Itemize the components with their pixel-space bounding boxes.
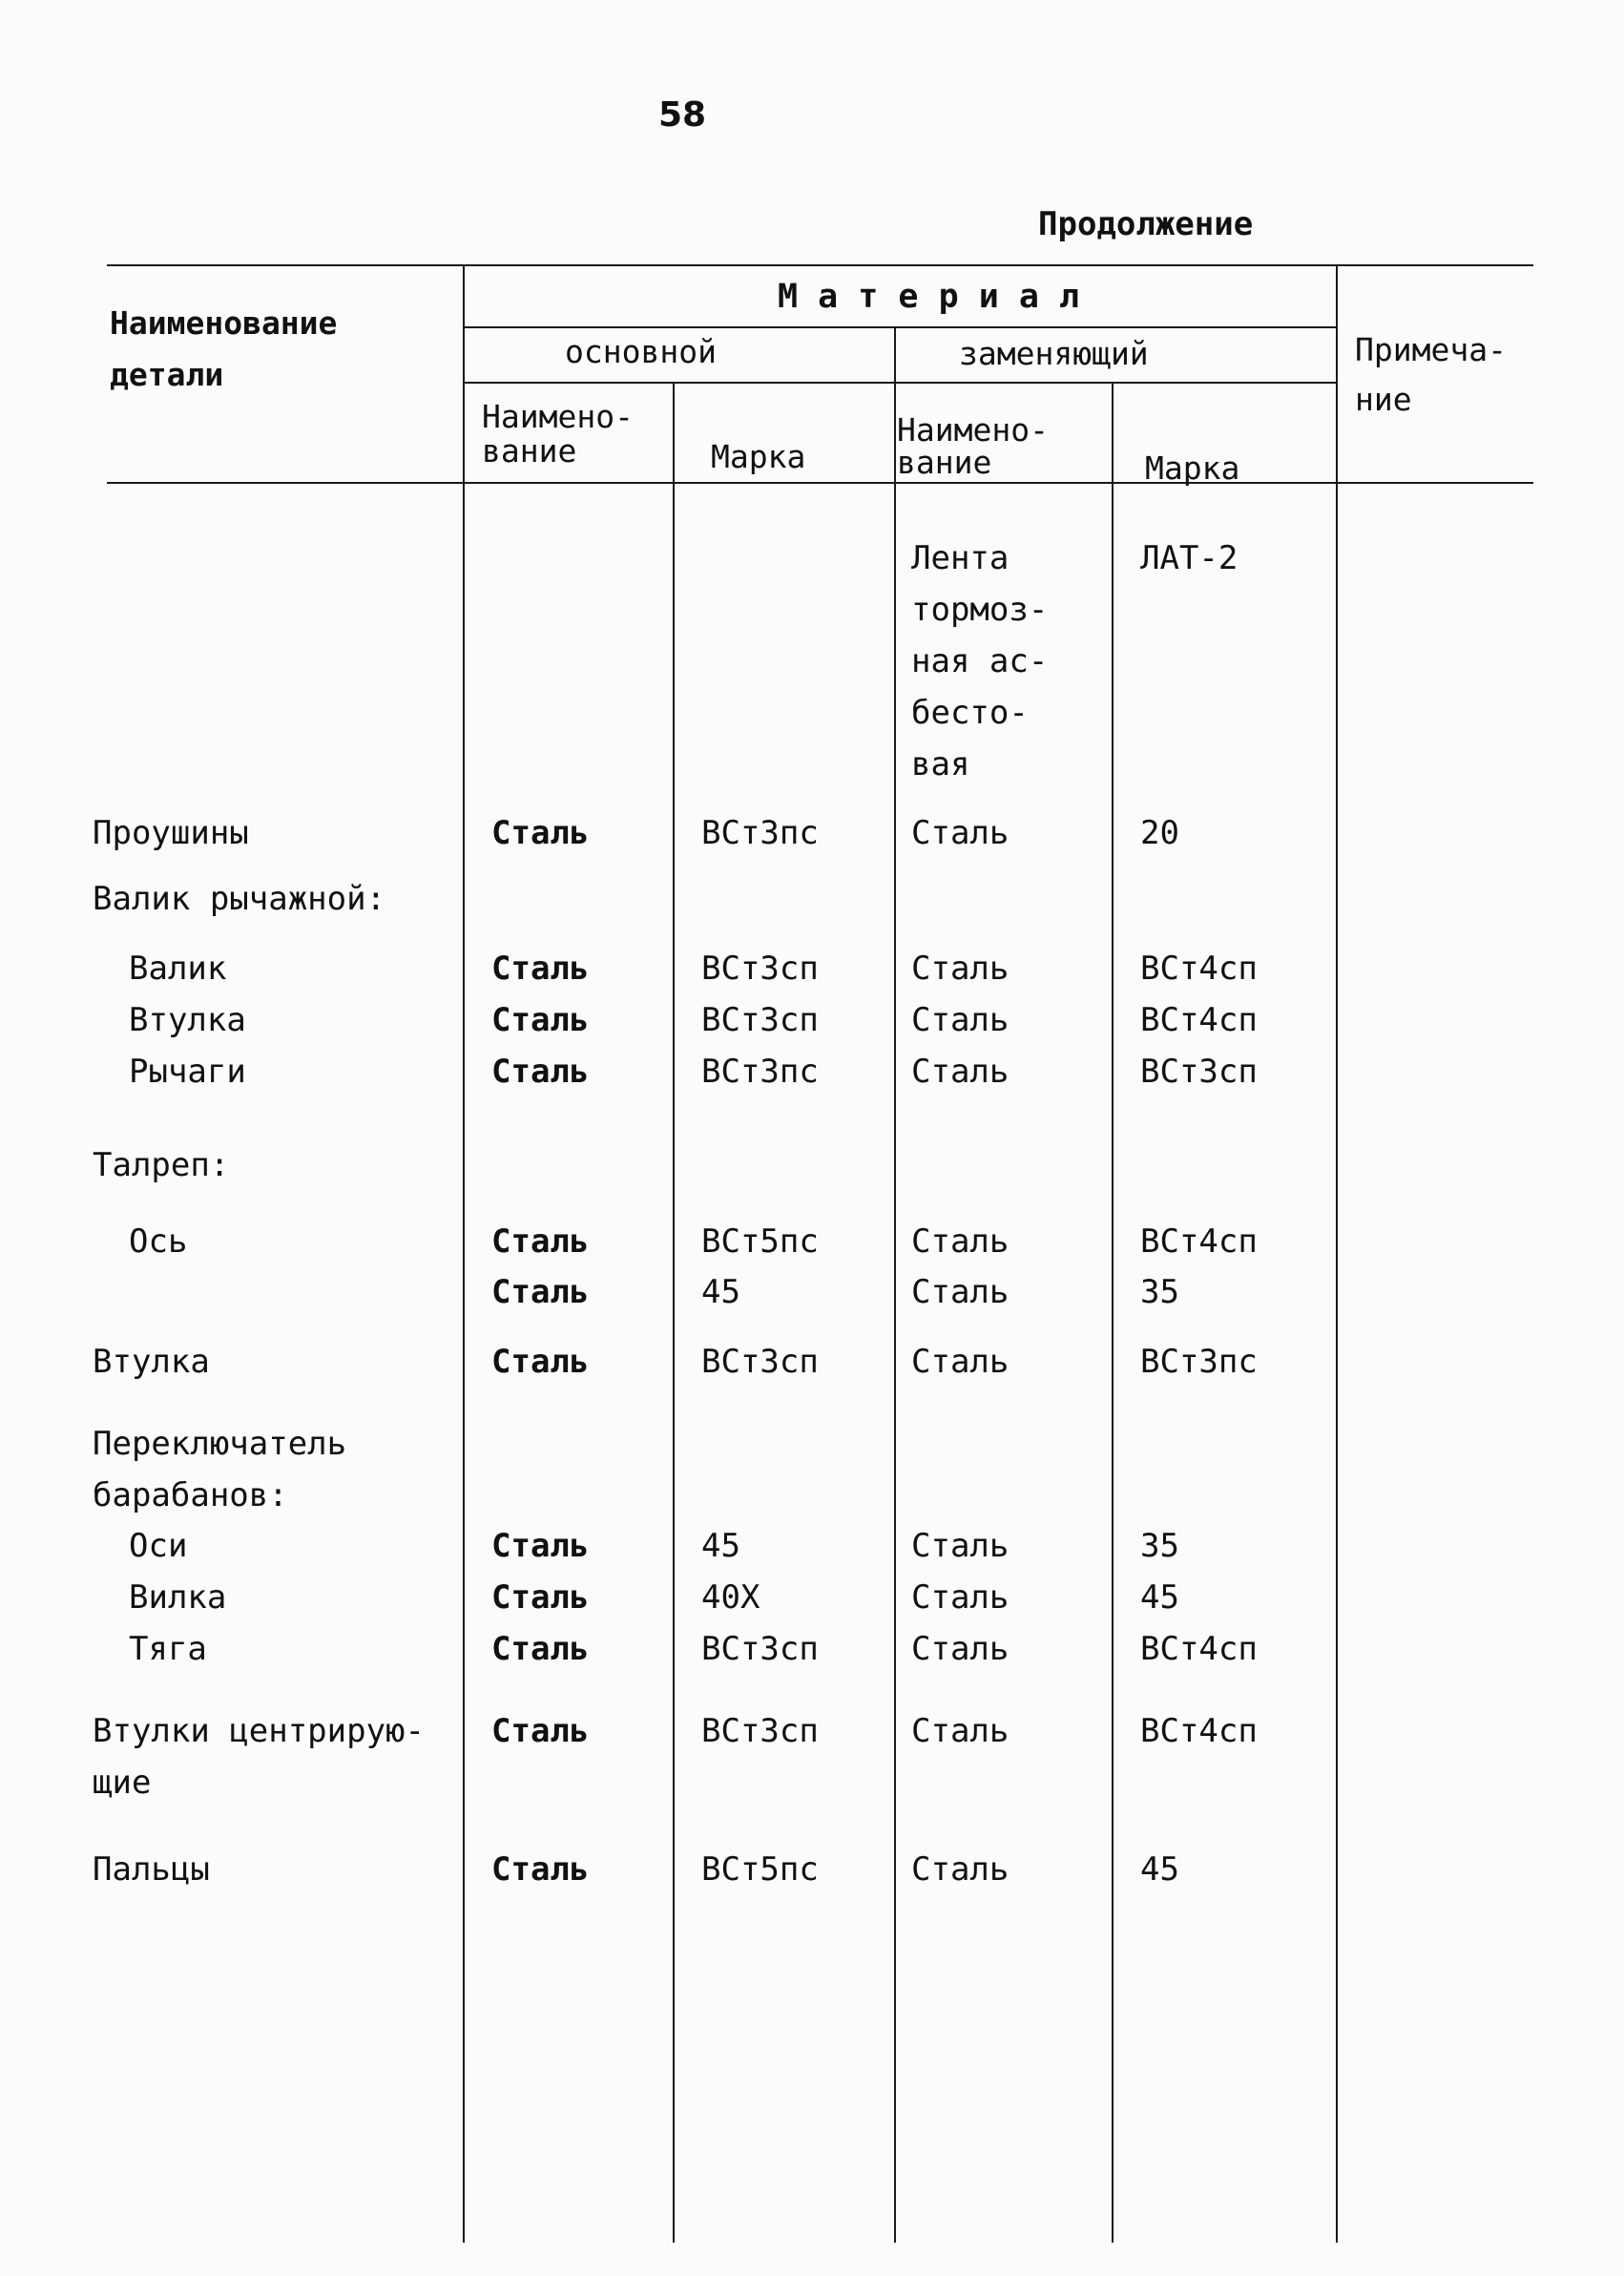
substitute-material-name: Сталь: [911, 1578, 1010, 1617]
primary-material-grade: ВСт3сп: [701, 1343, 819, 1381]
primary-material-name: Сталь: [491, 814, 590, 852]
material-rule: [465, 326, 1338, 328]
primary-material-name: Сталь: [491, 950, 590, 988]
primary-material-name: Сталь: [491, 1850, 590, 1889]
substitute-material-grade: ВСт3сп: [1140, 1053, 1258, 1091]
subheader-rule: [465, 382, 1338, 384]
substitute-material-name: Сталь: [911, 1222, 1010, 1261]
detail-name: Втулка: [129, 1001, 246, 1039]
detail-name: Оси: [129, 1527, 188, 1565]
detail-name: Вилка: [129, 1578, 227, 1617]
substitute-material-name: Сталь: [911, 1850, 1010, 1889]
substitute-material-name: Сталь: [911, 1273, 1010, 1311]
substitute-material-grade: 35: [1140, 1273, 1179, 1311]
primary-material-grade: ВСт3пс: [701, 1053, 819, 1091]
primary-material-name: Сталь: [491, 1712, 590, 1750]
column-divider-5: [1336, 264, 1338, 2243]
substitute-material-name: Сталь: [911, 1053, 1010, 1091]
substitute-material-name: Сталь: [911, 1343, 1010, 1381]
page-number: 58: [658, 95, 707, 135]
primary-material-name: Сталь: [491, 1222, 590, 1261]
primary-material-grade: ВСт3сп: [701, 1630, 819, 1668]
substitute-material-grade: ЛАТ-2: [1140, 539, 1239, 577]
primary-material-grade: ВСт5пс: [701, 1850, 819, 1889]
primary-material-grade: ВСт5пс: [701, 1222, 819, 1261]
detail-name: Втулка: [93, 1343, 210, 1381]
substitute-material-grade: ВСт3пс: [1140, 1343, 1258, 1381]
substitute-material-grade: ВСт4сп: [1140, 1222, 1258, 1261]
detail-name: Пальцы: [93, 1850, 210, 1889]
substitute-material-name: Сталь: [911, 1712, 1010, 1750]
primary-material-name: Сталь: [491, 1527, 590, 1565]
detail-name: Втулки центрирую-: [93, 1712, 425, 1750]
substitute-material-name: вая: [911, 745, 970, 783]
header-substitute-grade: Марка: [1145, 449, 1240, 487]
substitute-material-name: ная ас-: [911, 642, 1049, 680]
primary-material-name: Сталь: [491, 1343, 590, 1381]
substitute-material-grade: 45: [1140, 1850, 1179, 1889]
substitute-material-name: Лента: [911, 539, 1010, 577]
header-primary: основной: [565, 333, 717, 370]
column-divider-3: [894, 326, 896, 2243]
detail-name: Тяга: [129, 1630, 207, 1668]
substitute-material-grade: ВСт4сп: [1140, 1001, 1258, 1039]
header-primary-grade: Марка: [711, 438, 806, 475]
header-bottom-rule: [107, 482, 1533, 484]
primary-material-grade: ВСт3пс: [701, 814, 819, 852]
substitute-material-name: Сталь: [911, 1527, 1010, 1565]
detail-name: щие: [93, 1764, 152, 1802]
substitute-material-name: Сталь: [911, 814, 1010, 852]
primary-material-grade: ВСт3сп: [701, 1712, 819, 1750]
substitute-material-grade: 20: [1140, 814, 1179, 852]
primary-material-grade: ВСт3сп: [701, 950, 819, 988]
detail-name: Переключатель: [93, 1425, 347, 1463]
continuation-label: Продолжение: [1038, 205, 1254, 243]
primary-material-grade: 45: [701, 1527, 740, 1565]
primary-material-grade: 45: [701, 1273, 740, 1311]
primary-material-name: Сталь: [491, 1630, 590, 1668]
detail-name: Валик рычажной:: [93, 880, 386, 918]
detail-name: Ось: [129, 1222, 188, 1261]
header-top-rule: [107, 264, 1533, 266]
primary-material-name: Сталь: [491, 1053, 590, 1091]
substitute-material-grade: ВСт4сп: [1140, 1712, 1258, 1750]
column-divider-4: [1112, 382, 1114, 2243]
primary-material-grade: 40Х: [701, 1578, 760, 1617]
substitute-material-grade: ВСт4сп: [1140, 950, 1258, 988]
detail-name: Проушины: [93, 814, 249, 852]
detail-name: барабанов:: [93, 1476, 288, 1514]
primary-material-name: Сталь: [491, 1001, 590, 1039]
header-substitute: заменяющий: [959, 335, 1149, 372]
substitute-material-name: тормоз-: [911, 591, 1049, 629]
primary-material-name: Сталь: [491, 1273, 590, 1311]
substitute-material-name: Сталь: [911, 1001, 1010, 1039]
primary-material-grade: ВСт3сп: [701, 1001, 819, 1039]
detail-name: Рычаги: [129, 1053, 246, 1091]
column-divider-2: [673, 382, 675, 2243]
column-divider-1: [463, 264, 465, 2243]
substitute-material-name: Сталь: [911, 1630, 1010, 1668]
substitute-material-name: бесто-: [911, 694, 1029, 732]
substitute-material-grade: 45: [1140, 1578, 1179, 1617]
detail-name: Валик: [129, 950, 227, 988]
substitute-material-name: Сталь: [911, 950, 1010, 988]
substitute-material-grade: 35: [1140, 1527, 1179, 1565]
header-material: М а т е р и а л: [778, 278, 1080, 316]
primary-material-name: Сталь: [491, 1578, 590, 1617]
detail-name: Талреп:: [93, 1146, 230, 1184]
substitute-material-grade: ВСт4сп: [1140, 1630, 1258, 1668]
